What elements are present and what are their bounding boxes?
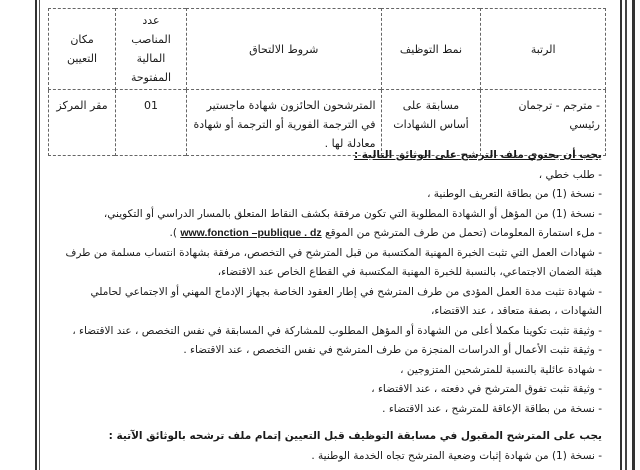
cell-conditions: المترشحون الحائزون شهادة ماجستير في الترجمة الفورية أو الترجمة أو شهادة معادلة لها . — [186, 90, 381, 156]
cell-recruitment-mode: مسابقة على أساس الشهادات — [381, 90, 481, 156]
page-frame-left — [35, 0, 37, 470]
cell-open-posts: 01 — [116, 90, 187, 156]
positions-table — [48, 8, 606, 156]
list-item: - شهادة تثبت مدة العمل المؤدى من طرف المترشح في إطار العقود الخاصة بجهاز الإدماج المهني أو الاجتماعي لحاملي الشهادات ، بصفة متعاقد ، عند الاقتضاء، — [90, 285, 602, 317]
list-item: - وثيقة تثبت الأعمال أو الدراسات المنجزة من طرف المترشح في نفس التخصص ، عند الاقتضاء . — [183, 344, 602, 356]
list-item: - نسخة (1) من بطاقة التعريف الوطنية ، — [427, 188, 602, 200]
accepted-heading: يجب على المترشح المقبول في مسابقة التوظيف قبل التعيين إتمام ملف ترشحه بالوثائق الآتية : — [108, 430, 602, 442]
page-frame-right-mid — [625, 0, 627, 470]
page-frame-right-inner — [620, 0, 622, 470]
cell-rank: - مترجم - ترجمان رئيسي — [481, 90, 606, 156]
list-item: - نسخة من بطاقة الإعاقة للمترشح ، عند الاقتضاء . — [382, 402, 602, 415]
header-conditions: شروط الالتحاق — [186, 9, 381, 90]
list-item: - طلب خطي ، — [538, 168, 602, 181]
cell-location: مقر المركز — [49, 90, 116, 156]
form-url-close: ). — [169, 227, 177, 239]
document-body — [60, 146, 602, 466]
header-recruitment-mode: نمط التوظيف — [381, 9, 481, 90]
form-item-text: - ملء استمارة المعلومات (تحمل من طرف المترشح من الموقع — [325, 227, 602, 239]
page-frame-left-inner — [39, 0, 40, 470]
list-item: - نسخة (1) من المؤهل أو الشهادة المطلوبة التي تكون مرفقة بكشف النقاط المتعلق بالمسار الدراسي أو التكويني، — [103, 207, 602, 220]
header-rank: الرتبة — [481, 9, 606, 90]
list-item: - شهادات العمل التي تثبت الخبرة المهنية المكتسبة من قبل المترشح في التخصص، مرفقة بشهادة انتساب مسلمة من طرف هيئة الضمان الاجتماعي، بالنسبة للخبرة المهنية المكتسبة في القطاع الخاص عند الاقتضاء، — [65, 246, 602, 278]
form-url-link[interactable]: www.fonction –publique . dz — [180, 227, 322, 239]
documents-heading: يجب أن يحتوي ملف الترشح على الوثائق التالية : — [353, 149, 602, 161]
list-item: - نسخة (1) من شهادة إثبات وضعية المترشح تجاه الخدمة الوطنية . — [311, 449, 602, 462]
list-item: - شهادة عائلية بالنسبة للمترشحين المتزوجين ، — [400, 363, 602, 376]
list-item — [60, 224, 602, 244]
list-item: - وثيقة تثبت تفوق المترشح في دفعته ، عند الاقتضاء ، — [371, 383, 602, 395]
header-open-posts: عدد المناصب المالية المفتوحة — [116, 9, 187, 90]
table-header-row — [49, 9, 606, 90]
page-frame-right — [632, 0, 635, 470]
header-location: مكان التعيين — [49, 9, 116, 90]
list-item: - وثيقة تثبت تكوينا مكملا أعلى من الشهادة أو المؤهل المطلوب للمشاركة في المسابقة في نفس التخصص ، عند الاقتضاء ، — [72, 324, 602, 337]
